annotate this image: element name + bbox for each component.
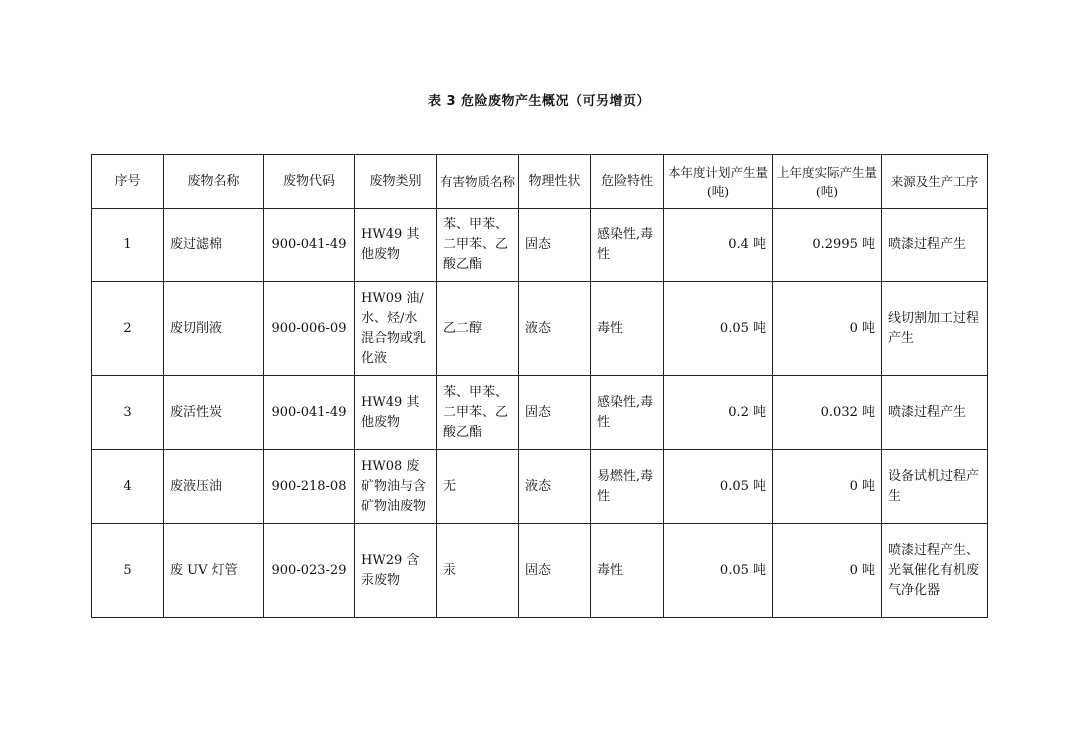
- cell-actual-qty: 0.032 吨: [773, 376, 882, 450]
- header-name: 废物名称: [164, 155, 264, 209]
- cell-name: 废切削液: [164, 282, 264, 376]
- cell-physical-state: 液态: [519, 450, 591, 524]
- cell-seq: 4: [92, 450, 164, 524]
- cell-source: 喷漆过程产生: [882, 376, 988, 450]
- header-hazardous-substance: 有害物质名称: [437, 155, 519, 209]
- cell-name: 废 UV 灯管: [164, 524, 264, 618]
- table-row: [92, 282, 988, 376]
- header-actual-qty: [773, 155, 882, 209]
- cell-code: 900-023-29: [264, 524, 355, 618]
- cell-physical-state: 固态: [519, 209, 591, 282]
- cell-planned-qty: 0.05 吨: [664, 450, 773, 524]
- cell-hazardous-substance: 乙二醇: [437, 282, 519, 376]
- cell-name: 废活性炭: [164, 376, 264, 450]
- cell-hazardous-substance: 苯、甲苯、二甲苯、乙酸乙酯: [437, 209, 519, 282]
- cell-planned-qty: 0.2 吨: [664, 376, 773, 450]
- cell-planned-qty: 0.05 吨: [664, 524, 773, 618]
- cell-hazard-property: 感染性,毒性: [591, 209, 664, 282]
- cell-hazard-property: 毒性: [591, 524, 664, 618]
- cell-name: 废过滤棉: [164, 209, 264, 282]
- table-row: [92, 450, 988, 524]
- cell-code: 900-006-09: [264, 282, 355, 376]
- cell-planned-qty: 0.4 吨: [664, 209, 773, 282]
- header-source: 来源及生产工序: [882, 155, 988, 209]
- header-code: 废物代码: [264, 155, 355, 209]
- header-hazard-property: 危险特性: [591, 155, 664, 209]
- cell-hazardous-substance: 汞: [437, 524, 519, 618]
- cell-source: 线切割加工过程产生: [882, 282, 988, 376]
- table-row: [92, 209, 988, 282]
- hazardous-waste-table: [91, 154, 988, 618]
- cell-category: HW49 其他废物: [355, 209, 437, 282]
- cell-seq: 2: [92, 282, 164, 376]
- cell-actual-qty: 0 吨: [773, 282, 882, 376]
- cell-hazardous-substance: 苯、甲苯、二甲苯、乙酸乙酯: [437, 376, 519, 450]
- cell-planned-qty: 0.05 吨: [664, 282, 773, 376]
- cell-source: 喷漆过程产生、光氧催化有机废气净化器: [882, 524, 988, 618]
- header-physical-state: 物理性状: [519, 155, 591, 209]
- cell-category: HW08 废矿物油与含矿物油废物: [355, 450, 437, 524]
- cell-hazard-property: 毒性: [591, 282, 664, 376]
- header-planned-qty-label: 本年度计划产生量: [667, 164, 768, 180]
- header-category: 废物类别: [355, 155, 437, 209]
- cell-hazard-property: 易燃性,毒性: [591, 450, 664, 524]
- cell-source: 设备试机过程产生: [882, 450, 988, 524]
- cell-name: 废液压油: [164, 450, 264, 524]
- table-row: [92, 376, 988, 450]
- table-row: [92, 524, 988, 618]
- header-actual-qty-label: 上年度实际产生量: [776, 164, 877, 180]
- cell-category: HW09 油/水、烃/水混合物或乳化液: [355, 282, 437, 376]
- header-seq: 序号: [92, 155, 164, 209]
- cell-hazardous-substance: 无: [437, 450, 519, 524]
- cell-actual-qty: 0.2995 吨: [773, 209, 882, 282]
- cell-seq: 3: [92, 376, 164, 450]
- cell-actual-qty: 0 吨: [773, 524, 882, 618]
- cell-physical-state: 固态: [519, 376, 591, 450]
- header-actual-qty-unit: (吨): [815, 183, 839, 199]
- cell-seq: 1: [92, 209, 164, 282]
- table-header-row: [92, 155, 988, 209]
- cell-code: 900-041-49: [264, 209, 355, 282]
- table-title: 表 3 危险废物产生概况（可另增页）: [427, 94, 651, 109]
- cell-code: 900-041-49: [264, 376, 355, 450]
- cell-category: HW29 含汞废物: [355, 524, 437, 618]
- cell-actual-qty: 0 吨: [773, 450, 882, 524]
- cell-seq: 5: [92, 524, 164, 618]
- header-planned-qty: [664, 155, 773, 209]
- header-planned-qty-unit: (吨): [706, 183, 730, 199]
- cell-source: 喷漆过程产生: [882, 209, 988, 282]
- cell-hazard-property: 感染性,毒性: [591, 376, 664, 450]
- cell-physical-state: 固态: [519, 524, 591, 618]
- cell-code: 900-218-08: [264, 450, 355, 524]
- cell-category: HW49 其他废物: [355, 376, 437, 450]
- cell-physical-state: 液态: [519, 282, 591, 376]
